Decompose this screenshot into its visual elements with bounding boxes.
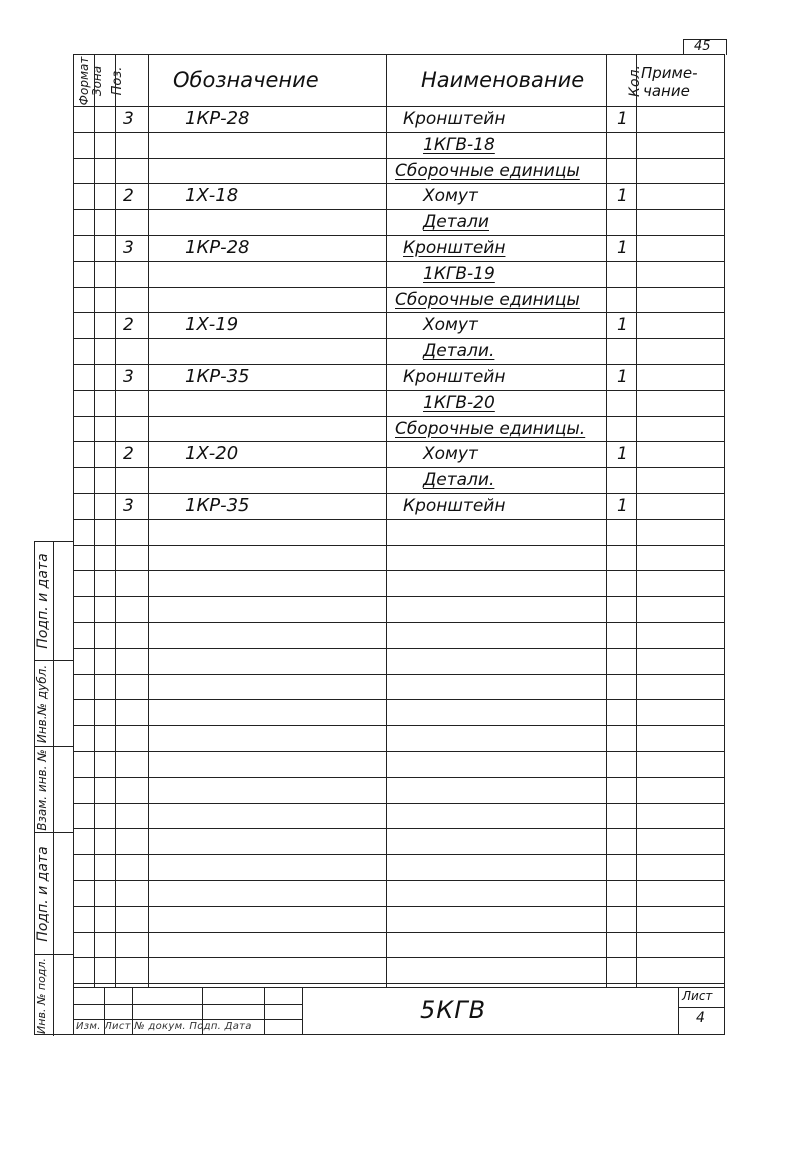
row-qty: 1: [617, 109, 628, 129]
side-stamp: [34, 541, 73, 1035]
row-name: Детали.: [423, 341, 495, 362]
table-row-line: [73, 493, 725, 494]
table-row-line: [73, 287, 725, 288]
sheet-value: 4: [696, 1010, 705, 1026]
row-name: Хомут: [423, 186, 478, 207]
row-designation: 1Х-19: [185, 314, 239, 336]
side-stamp-sep-4: [35, 954, 74, 955]
tb-col-6: [678, 988, 679, 1035]
row-name: Сборочные единицы: [395, 289, 580, 310]
header-note-line1: Приме-: [641, 64, 698, 82]
table-row-line: [73, 570, 725, 571]
side-label-inv-dubl: Инв.№ дубл.: [35, 664, 49, 744]
row-pos: 3: [123, 496, 134, 516]
row-name: Хомут: [423, 315, 478, 336]
row-qty: 1: [617, 367, 628, 387]
row-name: 1КГВ-20: [423, 392, 495, 413]
table-row-line: [73, 983, 725, 984]
header-name: Наименование: [421, 68, 585, 92]
row-pos: 3: [123, 367, 134, 387]
row-pos: 2: [123, 186, 134, 207]
row-designation: 1КР-28: [185, 108, 250, 129]
table-row-line: [73, 622, 725, 623]
header-designation: Обозначение: [173, 68, 319, 92]
table-row-line: [73, 519, 725, 520]
table-row-line: [73, 209, 725, 210]
table-row-line: [73, 699, 725, 700]
table-row-line: [73, 648, 725, 649]
side-label-vzam-inv: Взам. инв. №: [35, 749, 49, 831]
row-name: 1КГВ-18: [423, 134, 495, 155]
row-pos: 2: [123, 444, 134, 465]
tb-row-2: [74, 1019, 302, 1020]
row-name: Кронштейн: [403, 496, 506, 516]
table-row-line: [73, 828, 725, 829]
table-row-line: [73, 932, 725, 933]
table-column-line: [636, 54, 637, 988]
table-row-line: [73, 183, 725, 184]
grid-layer: [73, 54, 725, 988]
table-column-line: [386, 54, 387, 988]
sheet-number: 45: [694, 39, 711, 54]
side-stamp-divider: [53, 542, 54, 1036]
row-name: Кронштейн: [403, 238, 506, 258]
bottom-row-labels: Изм. Лист № докум. Подп. Дата: [76, 1021, 252, 1032]
table-row-line: [73, 596, 725, 597]
row-designation: 1КР-28: [185, 237, 250, 258]
table-row-line: [73, 957, 725, 958]
row-designation: 1КР-35: [185, 495, 250, 516]
table-row-line: [73, 441, 725, 442]
table-row-line: [73, 467, 725, 468]
row-name: Кронштейн: [403, 109, 506, 129]
side-label-podp-data-top: Подп. и дата: [35, 553, 51, 649]
table-row-line: [73, 132, 725, 133]
row-pos: 2: [123, 315, 134, 336]
tb-sheet-sep: [678, 1007, 724, 1008]
table-row-line: [73, 338, 725, 339]
tb-row-1: [74, 1004, 302, 1005]
side-label-podp-data-bottom: Подп. и дата: [35, 846, 51, 942]
tb-col-5: [302, 988, 303, 1035]
table-row-line: [73, 906, 725, 907]
row-pos: 3: [123, 238, 134, 258]
tb-col-4: [264, 988, 265, 1035]
header-format: Формат: [77, 56, 91, 106]
table-row-line: [73, 725, 725, 726]
side-label-inv-podl: Инв. № подл.: [35, 958, 48, 1034]
table-column-line: [115, 54, 116, 988]
table-row-line: [73, 854, 725, 855]
row-name: 1КГВ-19: [423, 263, 495, 284]
table-row-line: [73, 777, 725, 778]
row-name: Сборочные единицы: [395, 160, 580, 181]
header-qty: Кол.: [627, 65, 643, 97]
table-row-line: [73, 416, 725, 417]
table-row-line: [73, 390, 725, 391]
header-pos: Поз.: [110, 66, 125, 96]
row-name: Хомут: [423, 444, 478, 465]
row-designation: 1Х-18: [185, 185, 239, 207]
table-row-line: [73, 545, 725, 546]
table-row-line: [73, 235, 725, 236]
table-row-line: [73, 106, 725, 107]
table-row-line: [73, 803, 725, 804]
row-qty: 1: [617, 186, 628, 207]
table-column-line: [606, 54, 607, 988]
sheet-label: Лист: [682, 989, 713, 1003]
header-note-line2: чание: [643, 82, 690, 100]
row-designation: 1КР-35: [185, 366, 250, 387]
row-name: Кронштейн: [403, 367, 506, 387]
sheet-number-box: [683, 39, 727, 55]
row-qty: 1: [617, 496, 628, 516]
table-row-line: [73, 261, 725, 262]
row-name: Детали.: [423, 470, 495, 491]
table-row-line: [73, 674, 725, 675]
specification-table: [73, 54, 725, 988]
header-zone: Зона: [90, 65, 104, 97]
row-qty: 1: [617, 315, 628, 336]
row-designation: 1Х-20: [185, 443, 239, 465]
table-column-line: [148, 54, 149, 988]
table-column-line: [94, 54, 95, 988]
table-row-line: [73, 364, 725, 365]
table-row-line: [73, 158, 725, 159]
row-name: Детали: [423, 212, 489, 233]
row-pos: 3: [123, 109, 134, 129]
row-qty: 1: [617, 238, 628, 258]
row-qty: 1: [617, 444, 628, 465]
table-row-line: [73, 880, 725, 881]
document-code: 5КГВ: [420, 996, 487, 1024]
row-name: Сборочные единицы.: [395, 418, 586, 439]
title-block: [73, 988, 725, 1035]
table-row-line: [73, 751, 725, 752]
table-row-line: [73, 312, 725, 313]
